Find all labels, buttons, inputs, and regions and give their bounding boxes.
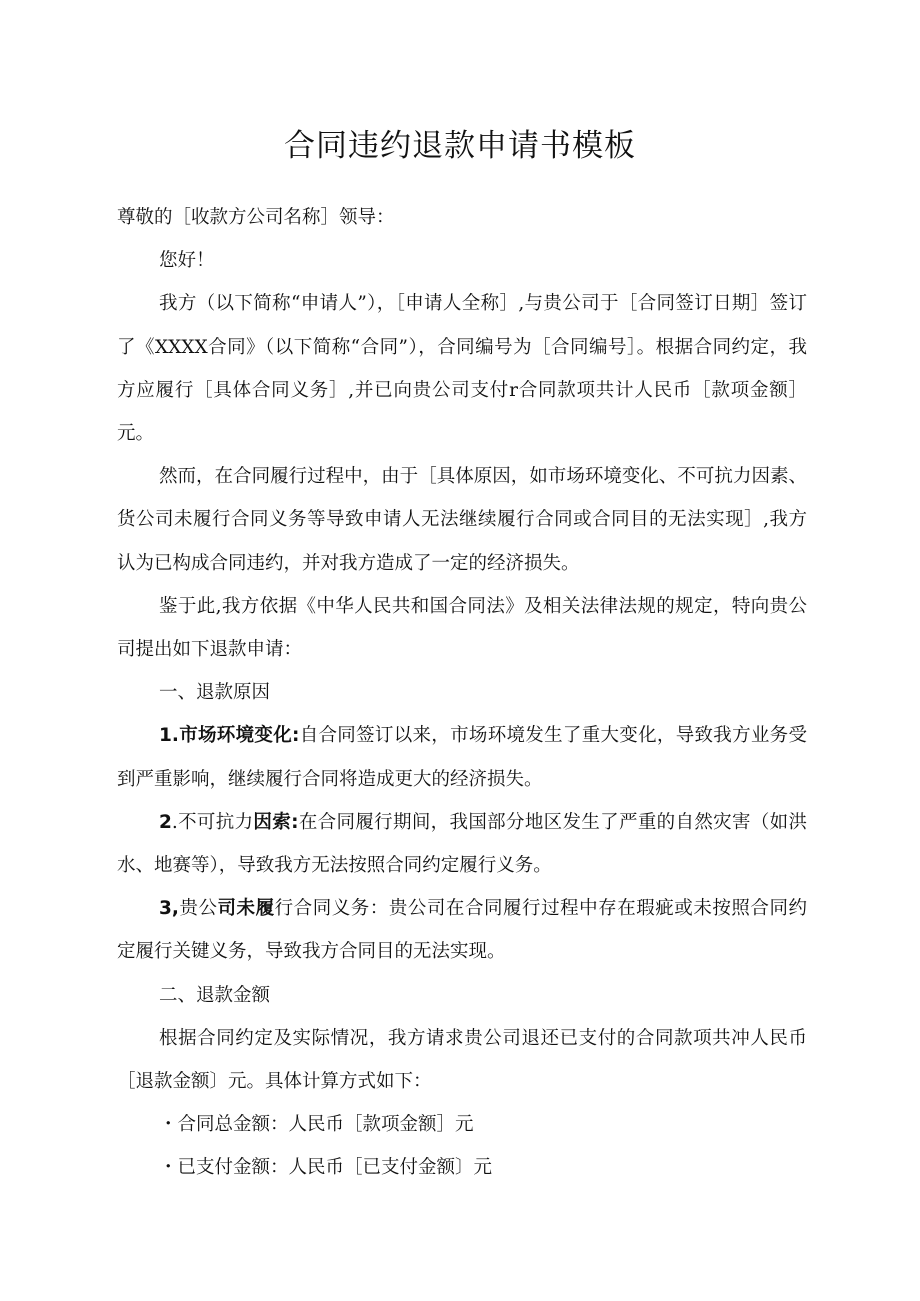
- document-body: [117, 196, 807, 1190]
- paragraph-breach-reason: 然而，在合同履行过程中，由于［具体原因，如市场环境变化、不可抗力因素、货公司未履行合同义务等导致申请人无法继续履行合同或合同目的无法实现］,我方认为已构成合同违约，并对我方造成了一定的经济损失。: [117, 466, 807, 574]
- salutation: 尊敬的［收款方公司名称］领导：: [117, 207, 395, 228]
- bullet-paid-amount: ・已支付金额：人民币［已支付金额〕元: [159, 1157, 493, 1179]
- paragraph-legal-basis: 鉴于此,我方依据《中华人民共和国合同法》及相关法律法规的规定，特向贵公司提出如下退款申请：: [117, 595, 807, 661]
- reason-2-label-a: .不可抗力: [171, 811, 254, 833]
- paragraph-contract-info: 我方（以下简称“申请人”），［申请人全称］,与贵公司于［合同签订日期］签订了《XXXX合同》（以下简称“合同”），合同编号为［合同编号］。根据合同约定，我方应履行［具体合同义务］,并已向贵公司支付r合同款项共计人民币［款项金额］元。: [117, 293, 807, 445]
- section-heading-refund-amount: 二、退款金额: [159, 984, 271, 1006]
- reason-item-2: [117, 801, 807, 887]
- reason-1-label: 1.市场环境变化:: [159, 725, 300, 747]
- reason-1-text: 自合同签订以来，市场环境发生了重大变化，导致我方业务受到严重影响，继续履行合同将造成更大的经济损失。: [117, 725, 807, 790]
- reason-3-label-a: 贵公: [178, 898, 218, 920]
- reason-2-text: 在合同履行期间，我国部分地区发生了严重的自然灾害（如洪水、地赛等），导致我方无法按照合同约定履行义务。: [117, 811, 807, 877]
- document-title: 合同违约退款申请书模板: [284, 128, 636, 164]
- greeting: 您好！: [159, 250, 215, 272]
- section-heading-refund-reason: 一、退款原因: [159, 682, 271, 704]
- reason-3-text: 行合同义务：贵公司在合同履行过程中存在瑕疵或未按照合同约定履行关键义务，导致我方合同目的无法实现。: [117, 898, 807, 963]
- reason-3-number: 3,: [159, 898, 179, 920]
- reason-3-label-b: 司未履: [217, 898, 275, 920]
- reason-2-number: 2: [159, 811, 172, 833]
- paragraph-refund-request: 根据合同约定及实际情况，我方请求贵公司退还已支付的合同款项共冲人民币［退款金额〕元。具体计算方式如下：: [117, 1027, 807, 1093]
- bullet-total-amount: ・合同总金额：人民币［款项金额］元: [159, 1114, 474, 1136]
- reason-item-1: [117, 714, 807, 800]
- reason-2-label-b: 因索:: [253, 811, 299, 833]
- reason-item-3: [117, 887, 807, 973]
